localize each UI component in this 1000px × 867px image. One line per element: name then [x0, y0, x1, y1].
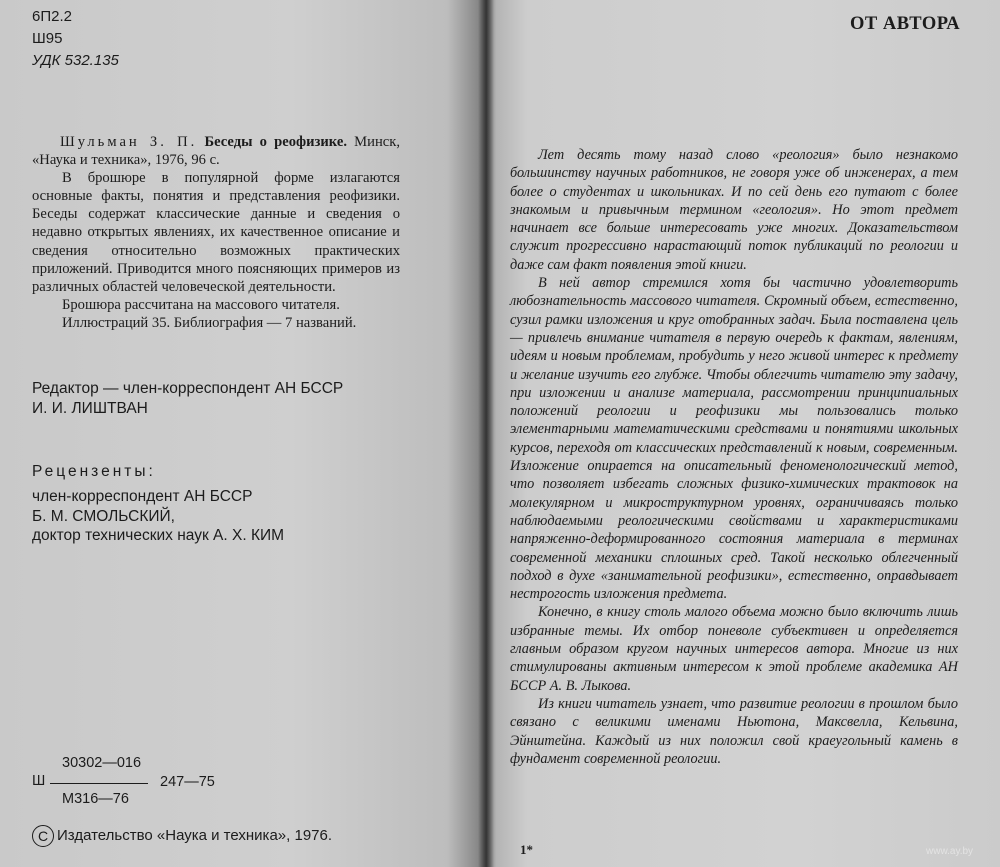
copyright-text: Издательство «Наука и техника», 1976.	[57, 826, 333, 844]
copyright-line	[32, 825, 332, 847]
preface-body	[510, 146, 958, 768]
reviewers-heading: Рецензенты:	[32, 463, 156, 480]
citation-title: Беседы о реофизике.	[204, 134, 347, 150]
book-spine-shadow	[478, 0, 494, 867]
citation-imprint: Минск, «Наука и техника», 1976, 96 с.	[32, 134, 400, 169]
preface-paragraph-1: Лет десять тому назад слово «реология» было незнакомо большинству научных работников, не говоря уже об инженерах, а тем более о студентах и школьниках. И по сей день его путают с более знакомым и привычным термином «геология». Но этот предмет начинает все больше интересовать уже многих. Доказательством служит прогрессивно нарастающий поток публикаций по реологии и даже сам факт появления этой книги.	[510, 147, 958, 273]
biblio-code-top: 30302—016	[62, 755, 142, 771]
copyright-icon: C	[32, 825, 54, 847]
biblio-code-bottom: М316—76	[62, 791, 129, 807]
reviewer-title-1: член-корреспондент АН БССР	[32, 488, 253, 505]
editor-name: И. И. ЛИШТВАН	[32, 400, 148, 417]
bibliographic-citation	[32, 133, 400, 169]
biblio-fraction-line	[50, 783, 148, 784]
annotation-paragraph: В брошюре в популярной форме излагаются основные факты, понятия и представления реофизики. Беседы содержат классические данные и сведения о недавно открытых явлениях, их качественное описание и сведения относительно возможных практических приложений. Приводится много поясняющих примеров из различных областей человеческой деятельности.	[32, 170, 400, 295]
preface-paragraph-2: В ней автор стремился хотя бы частично удовлетворить любознательность массового читателя. Скромный объем, естественно, сузил рамки изложения и круг отобранных задач. Была поставлена цель — привлечь внимание читателя в первую очередь к фактам, явлениям, идеям и новым проблемам, пробудить у него живой интерес к предмету и желание изучить его глубже. Чтобы облегчить читателю эту задачу, при изложении и анализе материала, рассмотрении принципиальных положений реологии и реофизики мы пользовались только элементарными математическими средствами и понятиями школьных курсов, переходя от классических представлений к новым, современным. Изложение опирается на описательный феноменологический метод, что позволяет избегать сложных физико-химических трактовок на молекулярном и микроструктурном уровнях, ограничиваясь только наблюдаемыми реологическими свойствами и характеристиками напряженно-деформированного состояния материала в терминах современной механики сплошных сред. Такой несколько облегченный подход в духе «занимательной реофизики», естественно, оправдывает нестрогость изложения предмета.	[510, 275, 958, 603]
illustrations-note: Иллюстраций 35. Библиография — 7 названий.	[62, 314, 357, 331]
reviewer-2: доктор технических наук А. Х. КИМ	[32, 527, 285, 544]
reviewer-name-1: Б. М. СМОЛЬСКИЙ,	[32, 508, 175, 525]
audience-note: Брошюра рассчитана на массового читателя.	[62, 296, 340, 313]
preface-paragraph-4: Из книги читатель узнает, что развитие реологии в прошлом было связано с великими именами Ньютона, Максвелла, Кельвина, Эйнштейна. Каждый из них положил свой краеугольный камень в фундамент современной реологии.	[510, 695, 958, 767]
udc-code: УДК 532.135	[32, 52, 119, 69]
watermark: www.ay.by	[926, 846, 974, 857]
author-code: Ш95	[32, 30, 63, 47]
biblio-code-right: 247—75	[160, 774, 215, 790]
annotation-block	[32, 133, 400, 332]
left-page	[0, 0, 486, 867]
citation-author: Шульман З. П.	[60, 134, 198, 150]
biblio-code-letter: Ш	[32, 773, 46, 789]
signature-mark: 1*	[520, 842, 533, 857]
preface-paragraph-3: Конечно, в книгу столь малого объема можно было включить лишь избранные темы. Их отбор поневоле субъективен и определяется главным образом кругом научных интересов автора. Многие из них стимулированы активным интересом к этой проблеме академика АН БССР А. В. Лыкова.	[510, 604, 958, 694]
section-heading: ОТ АВТОРА	[850, 14, 961, 34]
bbk-index: 6П2.2	[32, 8, 72, 25]
editor-role: Редактор — член-корреспондент АН БССР	[32, 380, 344, 397]
